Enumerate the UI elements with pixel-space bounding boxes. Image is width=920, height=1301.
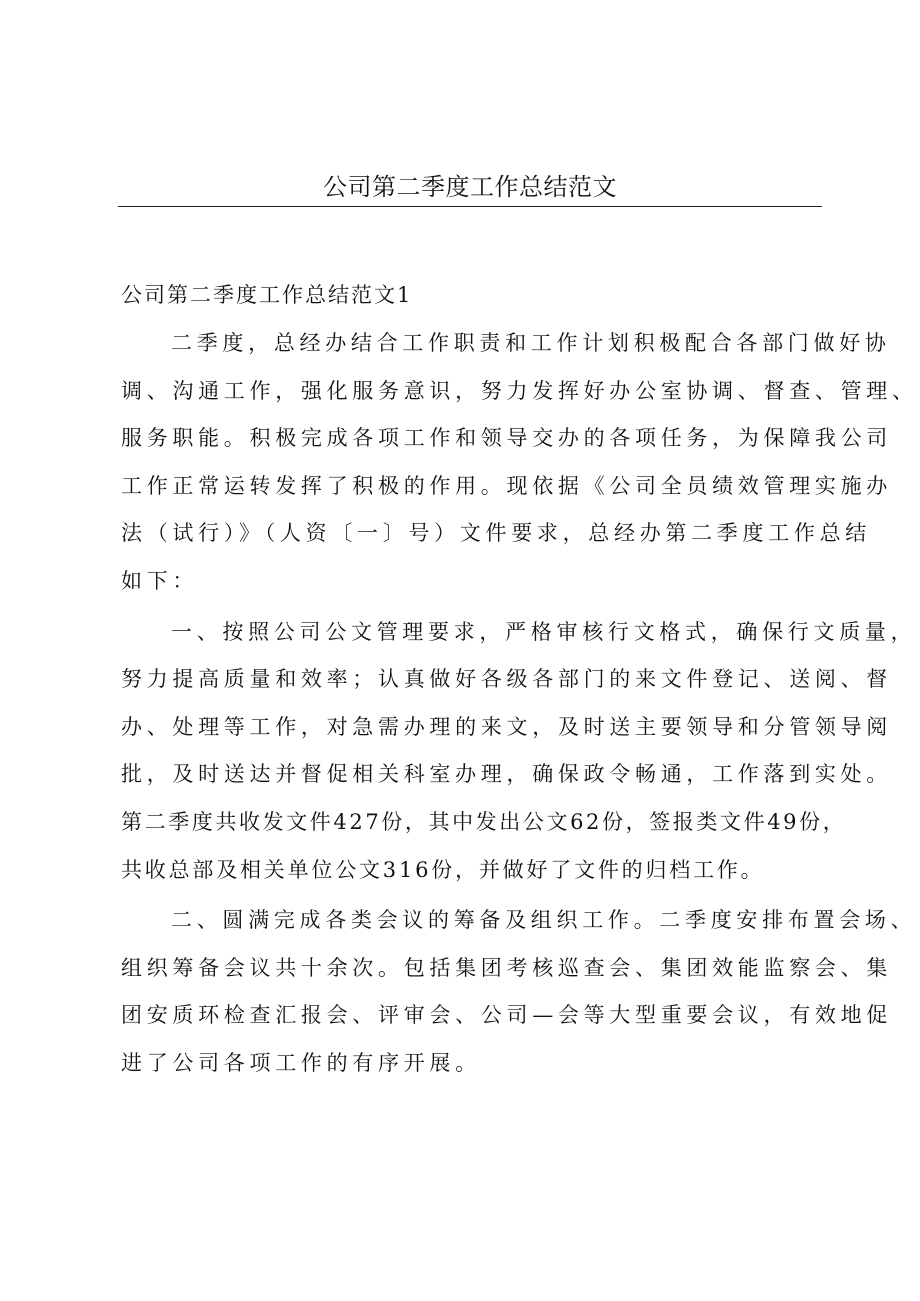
document-title: 公司第二季度工作总结范文 — [323, 173, 617, 201]
section-title: 公司第二季度工作总结范文1 — [121, 283, 413, 307]
text-line: 努力提高质量和效率；认真做好各级各部门的来文件登记、送阅、督 — [121, 667, 892, 692]
text-line: 二季度，总经办结合工作职责和工作计划积极配合各部门做好协 — [171, 331, 891, 355]
text-line: 一、按照公司公文管理要求，严格审核行文格式，确保行文质量， — [171, 619, 917, 644]
document-body — [121, 278, 918, 1088]
paragraph-meetings — [121, 897, 917, 1087]
document-header — [118, 170, 822, 207]
text-line: 第二季度共收发文件427份，其中发出公文62份，签报类文件49份， — [121, 809, 847, 834]
text-line: 工作正常运转发挥了积极的作用。现依据《公司全员绩效管理实施办 — [121, 473, 892, 498]
text-line: 组织筹备会议共十余次。包括集团考核巡查会、集团效能监察会、集 — [121, 955, 892, 980]
text-line: 共收总部及相关单位公文316份，并做好了文件的归档工作。 — [121, 857, 765, 882]
text-line: 办、处理等工作，对急需办理的来文，及时送主要领导和分管领导阅 — [121, 714, 892, 739]
text-line: 服务职能。积极完成各项工作和领导交办的各项任务，为保障我公司 — [121, 426, 892, 451]
text-line: 如下： — [121, 568, 199, 593]
text-line: 进了公司各项工作的有序开展。 — [121, 1050, 481, 1075]
text-line: 团安质环检查汇报会、评审会、公司—会等大型重要会议，有效地促 — [121, 1003, 892, 1028]
paragraph-intro — [121, 320, 918, 606]
text-line: 批，及时送达并督促相关科室办理，确保政令畅通，工作落到实处。 — [121, 762, 892, 787]
text-line: 二、圆满完成各类会议的筹备及组织工作。二季度安排布置会场、 — [171, 908, 917, 933]
paragraph-documents — [121, 609, 917, 895]
text-line: 调、沟通工作，强化服务意识，努力发挥好办公室协调、督查、管理、 — [121, 378, 918, 403]
text-line: 法（试行）》（人资〔一〕号）文件要求，总经办第二季度工作总结 — [121, 521, 871, 546]
